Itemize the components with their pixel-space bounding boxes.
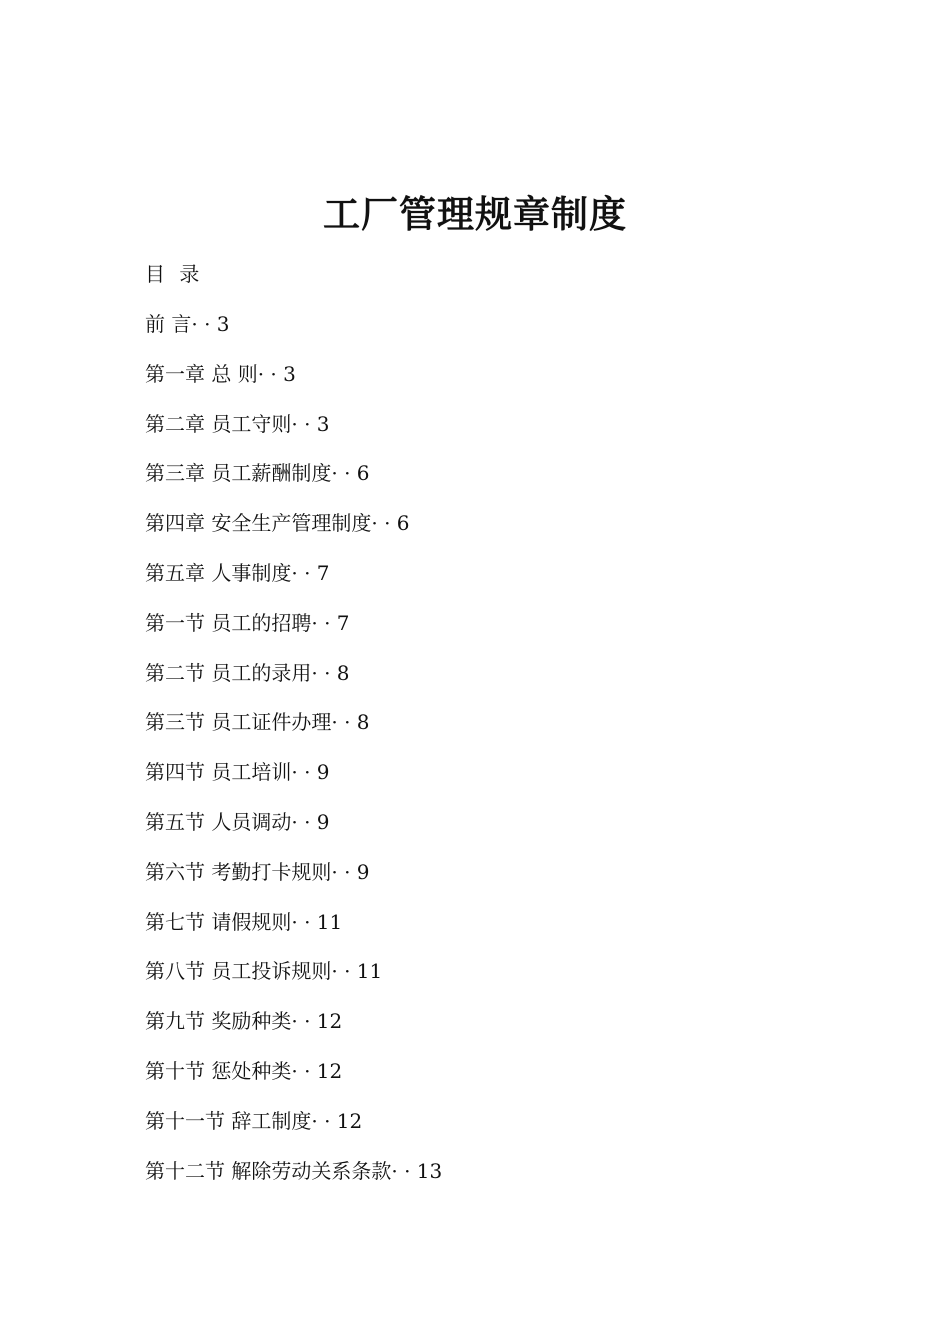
toc-heading: 目 录 xyxy=(145,262,204,286)
toc-entry-chapter-5: 第五章 人事制度· · 7 xyxy=(145,560,330,585)
toc-entry-chapter-1: 第一章 总 则· · 3 xyxy=(145,361,296,386)
toc-entry-section-4: 第四节 员工培训· · 9 xyxy=(145,760,330,785)
toc-entry-section-10: 第十节 惩处种类· · 12 xyxy=(145,1058,343,1083)
toc-entry-section-3: 第三节 员工证件办理· · 8 xyxy=(145,710,370,735)
table-of-contents xyxy=(145,310,442,1206)
toc-entry-section-5: 第五节 人员调动· · 9 xyxy=(145,809,330,834)
toc-entry-chapter-2: 第二章 员工守则· · 3 xyxy=(145,411,330,436)
toc-entry-section-1: 第一节 员工的招聘· · 7 xyxy=(145,610,350,635)
toc-entry-section-11: 第十一节 辞工制度· · 12 xyxy=(145,1108,363,1133)
toc-entry-section-7: 第七节 请假规则· · 11 xyxy=(145,909,343,934)
toc-entry-section-8: 第八节 员工投诉规则· · 11 xyxy=(145,959,383,984)
toc-entry-chapter-4: 第四章 安全生产管理制度· · 6 xyxy=(145,511,410,536)
toc-entry-chapter-3: 第三章 员工薪酬制度· · 6 xyxy=(145,461,370,486)
toc-entry-section-2: 第二节 员工的录用· · 8 xyxy=(145,660,350,685)
toc-entry-section-6: 第六节 考勤打卡规则· · 9 xyxy=(145,859,370,884)
toc-entry-section-12: 第十二节 解除劳动关系条款· · 13 xyxy=(145,1158,443,1183)
document-title: 工厂管理规章制度 xyxy=(323,192,627,236)
toc-entry-section-9: 第九节 奖励种类· · 12 xyxy=(145,1009,343,1034)
toc-entry-preface: 前 言· · 3 xyxy=(145,312,230,336)
